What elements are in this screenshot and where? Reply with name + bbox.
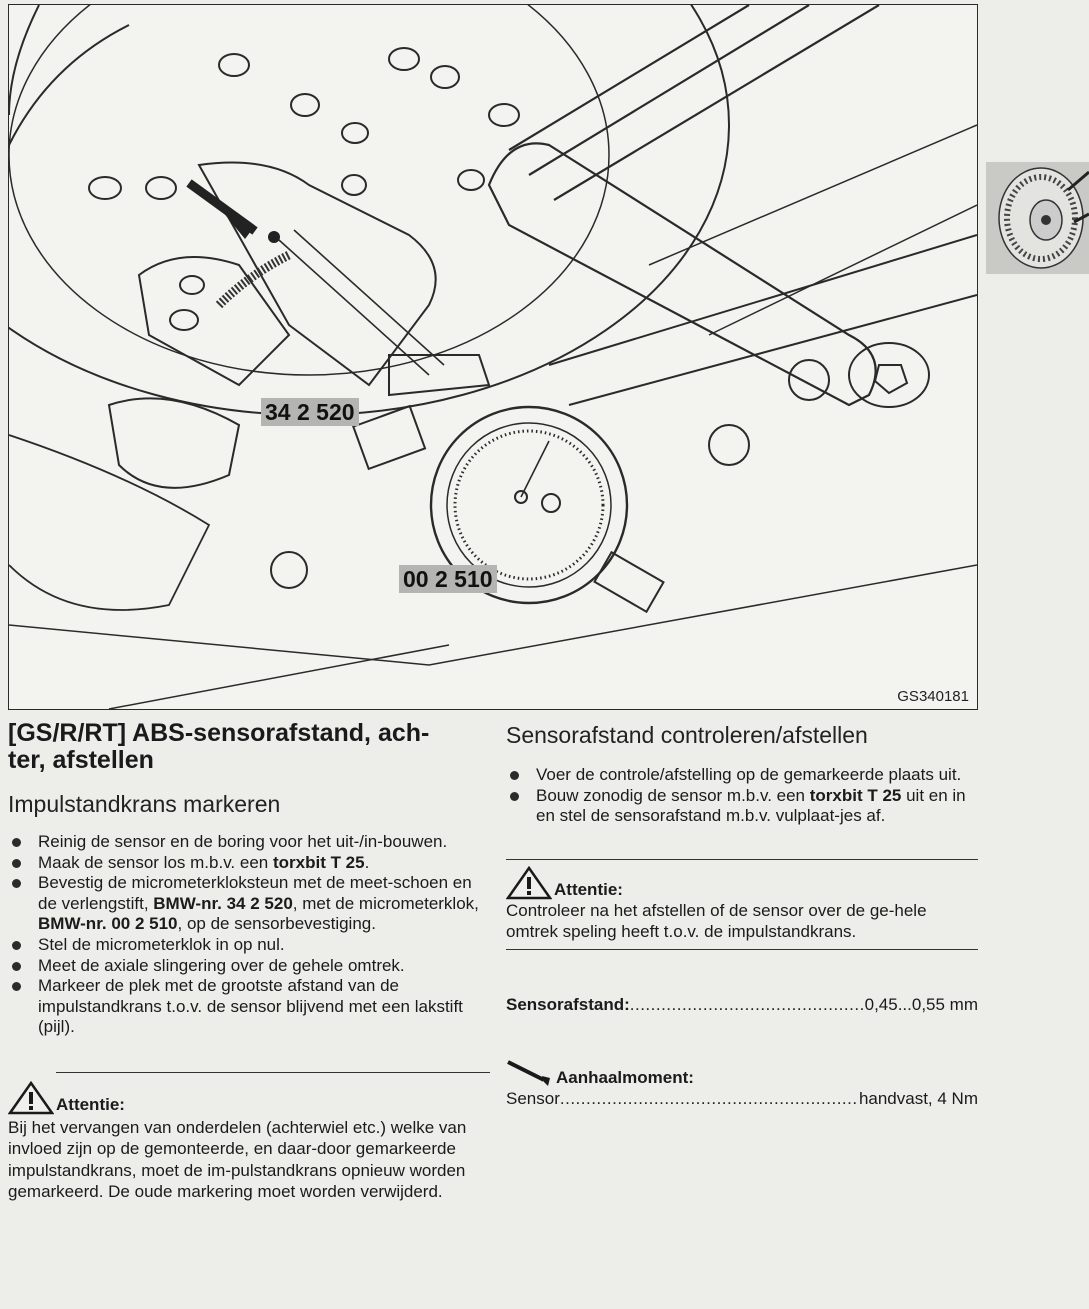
brake-disc-icon [986, 162, 1089, 274]
sensor-distance-spec [506, 994, 978, 1016]
list-item: Stel de micrometerklok in op nul. [8, 935, 490, 956]
list-item: Maak de sensor los m.b.v. een torxbit T 25. [8, 853, 490, 874]
torque-block [506, 1058, 978, 1110]
spec-leader-dots [630, 994, 865, 1016]
torque-value: handvast, 4 Nm [858, 1088, 978, 1108]
list-item: Reinig de sensor en de boring voor het uit-/in-bouwen. [8, 832, 490, 853]
list-item: Meet de axiale slingering over de gehele omtrek. [8, 956, 490, 977]
note-text: Controleer na het afstellen of de sensor over de ge-hele omtrek speling heeft t.o.v. de impulstandkrans. [506, 900, 927, 942]
technical-illustration [8, 4, 978, 710]
callout-tool-00-2-510: 00 2 510 [399, 565, 497, 593]
warning-icon [506, 866, 552, 900]
note-text: Bij het vervangen van onderdelen (achterwiel etc.) welke van invloed zijn op de gemonteerde, en daar-door gemarkeerde impulstandkrans, moet de im-pulstandkrans opnieuw worden gemarkeerd. De oude markering moet worden verwijderd. [8, 1117, 467, 1202]
subtitle-impulse-ring: Impulstandkrans markeren [8, 791, 281, 817]
torque-label: Sensor [506, 1088, 560, 1108]
marking-steps-list [8, 832, 490, 1038]
torque-spec [506, 1088, 978, 1110]
torque-title: Aanhaalmoment: [556, 1067, 694, 1087]
list-item: Voer de controle/afstelling op de gemarkeerde plaats uit. [506, 765, 978, 786]
chapter-thumbnail [986, 162, 1089, 274]
marking-arrow [189, 183, 280, 243]
callout-tool-34-2-520: 34 2 520 [261, 398, 359, 426]
note-title: Attentie: [554, 879, 623, 899]
section-title-line-2: ter, afstellen [8, 746, 154, 774]
adjust-steps-list [506, 765, 978, 827]
subtitle-sensor-distance: Sensorafstand controleren/afstellen [506, 722, 868, 748]
attention-note [506, 859, 978, 950]
left-column [8, 720, 490, 1203]
right-column [506, 720, 978, 1110]
illustration-drawing [9, 5, 977, 709]
note-title: Attentie: [56, 1094, 125, 1114]
wrench-icon [506, 1058, 554, 1088]
torque-leader-dots [560, 1088, 859, 1110]
list-item: Markeer de plek met de grootste afstand van de impulstandkrans t.o.v. de sensor blijvend met een lakstift (pijl). [8, 976, 490, 1038]
section-title-line-1: [GS/R/RT] ABS-sensorafstand, ach- [8, 719, 430, 747]
section-title [8, 720, 490, 774]
list-item: Bouw zonodig de sensor m.b.v. een torxbit T 25 uit en in en stel de sensorafstand m.b.v. vulplaat-jes af. [506, 786, 978, 827]
warning-icon [8, 1081, 54, 1115]
attention-note [8, 1072, 490, 1203]
spec-value: 0,45...0,55 mm [864, 994, 978, 1014]
list-item: Bevestig de micrometerkloksteun met de meet-schoen en de verlengstift, BMW-nr. 34 2 520, met de micrometerklok, BMW-nr. 00 2 510, op de sensorbevestiging. [8, 873, 490, 935]
figure-id: GS340181 [897, 688, 969, 705]
spec-label: Sensorafstand: [506, 994, 630, 1014]
